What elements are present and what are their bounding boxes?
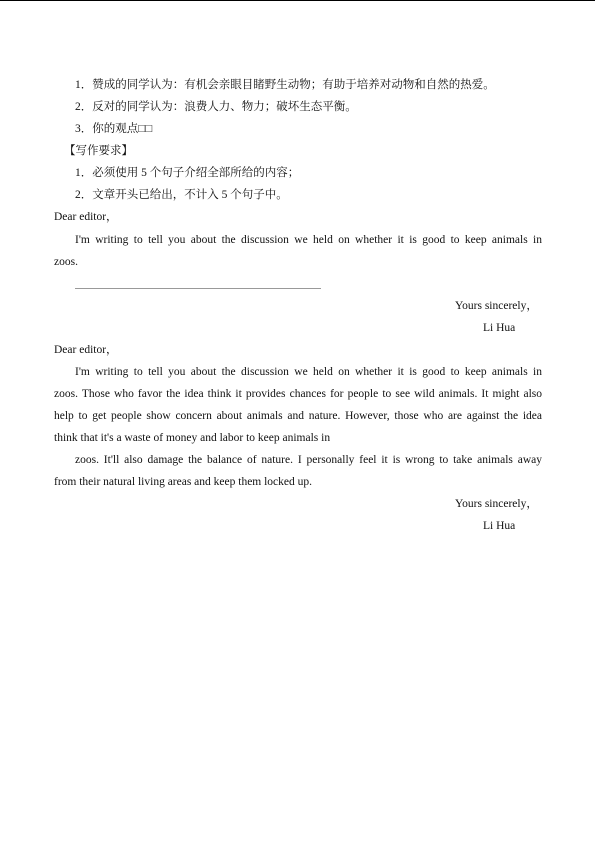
model-line-5: zoos. It'll also damage the balance of nature. I personally feel it is wrong to take animals away bbox=[75, 454, 542, 466]
prompt-closing: Yours sincerely， bbox=[455, 300, 538, 312]
model-line-2: zoos. Those who favor the idea think it provides chances for people to see wild animals. It might also bbox=[54, 388, 542, 400]
point-2: 2．反对的同学认为：浪费人力、物力；破坏生态平衡。 bbox=[75, 101, 357, 113]
prompt-signature: Li Hua bbox=[483, 322, 516, 334]
requirement-2: 2．文章开头已给出，不计入 5 个句子中。 bbox=[75, 189, 288, 201]
model-closing: Yours sincerely， bbox=[455, 498, 538, 510]
model-line-3: help to get people show concern about animals and nature. However, those who are against the idea bbox=[54, 410, 542, 422]
model-line-4: think that it's a waste of money and labor to keep animals in bbox=[54, 432, 331, 444]
model-line-6: from their natural living areas and keep them locked up. bbox=[54, 476, 313, 488]
model-signature: Li Hua bbox=[483, 520, 516, 532]
point-3: 3．你的观点□□ bbox=[75, 123, 153, 135]
requirements-heading: 【写作要求】 bbox=[64, 145, 133, 157]
model-salutation: Dear editor， bbox=[54, 344, 118, 356]
prompt-opening-line-1: I'm writing to tell you about the discussion we held on whether it is good to keep animals in bbox=[75, 234, 542, 246]
requirement-1: 1．必须使用 5 个句子介绍全部所给的内容； bbox=[75, 167, 300, 179]
prompt-opening-line-2: zoos. bbox=[54, 256, 78, 268]
model-line-1: I'm writing to tell you about the discussion we held on whether it is good to keep animals in bbox=[75, 366, 542, 378]
point-1: 1．赞成的同学认为：有机会亲眼目睹野生动物；有助于培养对动物和自然的热爱。 bbox=[75, 79, 495, 91]
prompt-salutation: Dear editor， bbox=[54, 211, 118, 223]
writing-blank-line bbox=[75, 288, 321, 289]
